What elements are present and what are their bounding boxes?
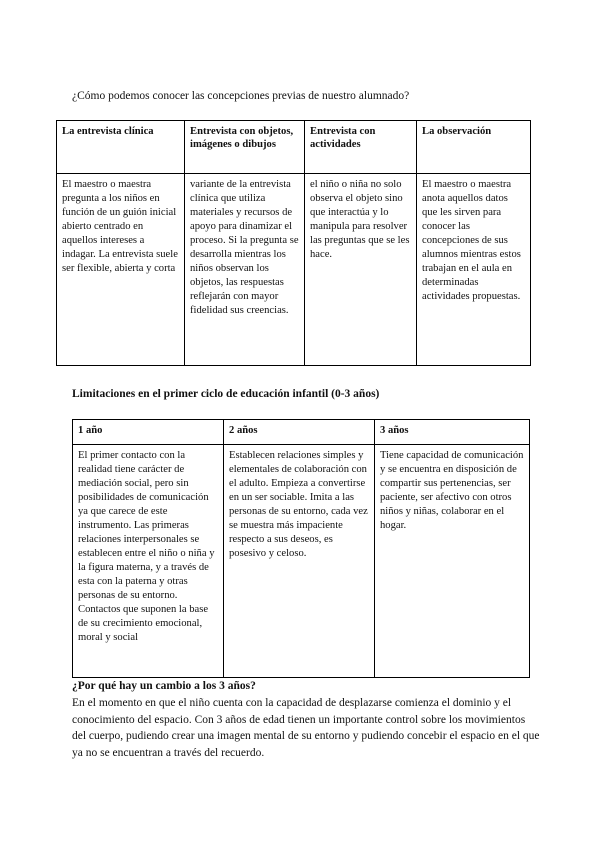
cell-observacion: El maestro o maestra anota aquellos datos que les sirven para conocer las concepciones de sus alumnos mientras estos trabajan en el aula en determinadas actividades propuestas. xyxy=(417,174,531,366)
cell-entrevista-objetos: variante de la entrevista clínica que utiliza materiales y recursos de apoyo para dinamizar el proceso. Si la pregunta se desarrolla mientras los niños observan los objetos, las respuestas reflejarán con mayor fidelidad sus creencias. xyxy=(185,174,305,366)
header-entrevista-objetos: Entrevista con objetos, imágenes o dibujos xyxy=(185,121,305,174)
heading-limitaciones: Limitaciones en el primer ciclo de educación infantil (0-3 años) xyxy=(72,388,380,400)
paragraph-cambio-3-anos: En el momento en que el niño cuenta con la capacidad de desplazarse comienza el dominio y el conocimiento del espacio. Con 3 años de edad tienen un importante control sobre los movimientos del cuerpo, pudiendo crear una imagen mental de su entorno y pudiendo concebir el espacio en el que ya no se encuentran a través del recuerdo. xyxy=(72,697,540,759)
header-entrevista-clinica: La entrevista clínica xyxy=(57,121,185,174)
header-1-ano: 1 año xyxy=(73,420,224,445)
cell-1-ano: El primer contacto con la realidad tiene carácter de mediación social, pero sin posibilidades de comunicación ya que carece de este instrumento. Las primeras relaciones interpersonales se establecen entre el niño o niña y la figura materna, y a través de esta con la paterna y otras personas de su entorno. Contactos que suponen la base de su crecimiento emocional, moral y social xyxy=(73,445,224,678)
cell-3-anos: Tiene capacidad de comunicación y se encuentra en disposición de compartir sus pertenencias, ser paciente, ser afectivo con otros niños y niñas, colaborar en el hogar. xyxy=(375,445,530,678)
heading-cambio-3-anos: ¿Por qué hay un cambio a los 3 años? xyxy=(72,680,256,692)
cell-entrevista-clinica: El maestro o maestra pregunta a los niños en función de un guión inicial abierto centrado en aquellos intereses a indagar. La entrevista suele ser flexible, abierta y corta xyxy=(57,174,185,366)
header-3-anos: 3 años xyxy=(375,420,530,445)
table-row xyxy=(57,174,531,366)
interview-methods-table xyxy=(56,120,531,366)
header-2-anos: 2 años xyxy=(224,420,375,445)
question-concepciones-previas: ¿Cómo podemos conocer las concepciones previas de nuestro alumnado? xyxy=(72,90,410,102)
table-header-row xyxy=(73,420,530,445)
header-entrevista-actividades: Entrevista con actividades xyxy=(305,121,417,174)
cell-2-anos: Establecen relaciones simples y elementales de colaboración con el adulto. Empieza a convertirse en un ser sociable. Imita a las personas de su entorno, cada vez se muestra más impaciente respecto a sus deseos, es posesivo y celoso. xyxy=(224,445,375,678)
table-header-row xyxy=(57,121,531,174)
age-limitations-table xyxy=(72,419,530,678)
header-observacion: La observación xyxy=(417,121,531,174)
table-row xyxy=(73,445,530,678)
cell-entrevista-actividades: el niño o niña no solo observa el objeto sino que interactúa y lo manipula para resolver las preguntas que se les hace. xyxy=(305,174,417,366)
